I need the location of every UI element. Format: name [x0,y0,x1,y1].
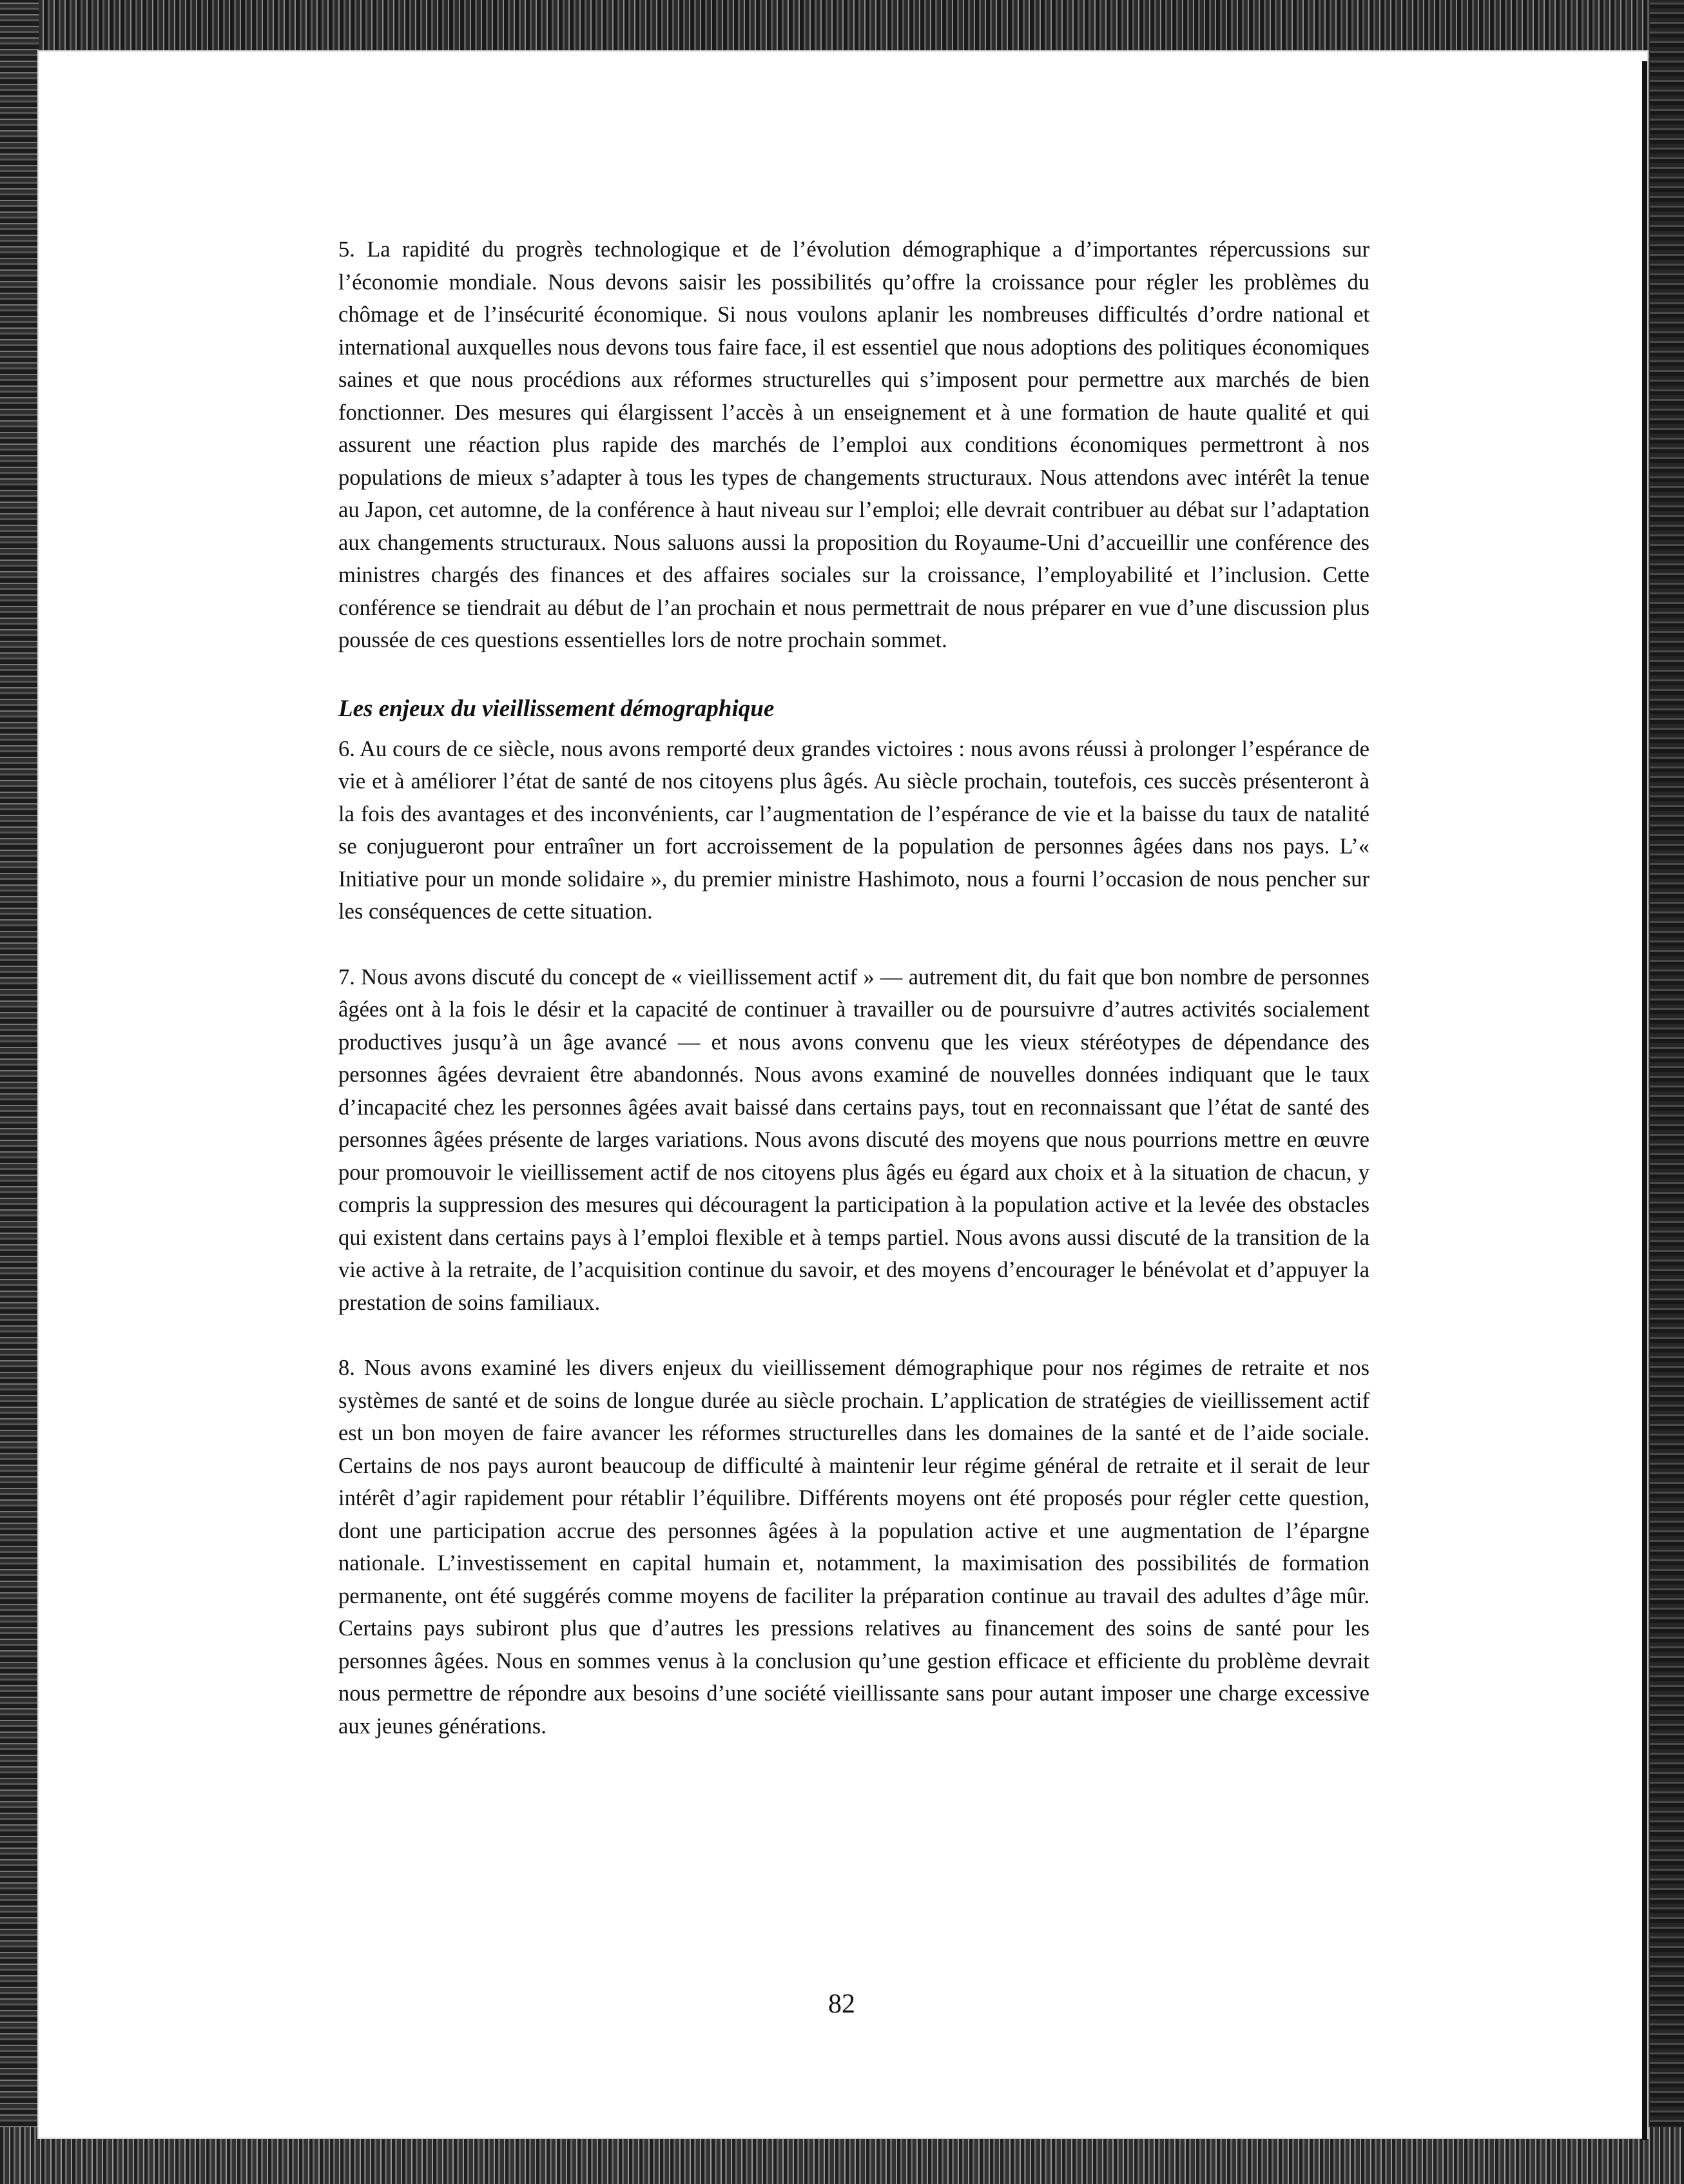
paragraph-5: 5. La rapidité du progrès technologique et de l’évolution démographique a d’importantes répercussions sur l’économie mondiale. Nous devons saisir les possibilités qu’offre la croissance pour régler les problèmes du chômage et de l’insécurité économique. Si nous voulons aplanir les nombreuses difficultés d’ordre national et international auxquelles nous devons tous faire face, il est essentiel que nous adoptions des politiques économiques saines et que nous procédions aux réformes structurelles qui s’imposent pour permettre aux marchés de bien fonctionner. Des mesures qui élargissent l’accès à un enseignement et à une formation de haute qualité et qui assurent une réaction plus rapide des marchés de l’emploi aux conditions économiques permettront à nos populations de mieux s’adapter à tous les types de changements structuraux. Nous attendons avec intérêt la tenue au Japon, cet automne, de la conférence à haut niveau sur l’emploi; elle devrait contribuer au débat sur l’adaptation aux changements structuraux. Nous saluons aussi la proposition du Royaume-Uni d’accueillir une conférence des ministres chargés des finances et des affaires sociales sur la croissance, l’employabilité et l’inclusion. Cette conférence se tiendrait au début de l’an prochain et nous permettrait de nous préparer en vue d’une discussion plus poussée de ces questions essentielles lors de notre prochain sommet. [338,237,1369,652]
section-heading: Les enjeux du vieillissement démographique [338,695,775,722]
page-number: 82 [828,1989,855,2019]
spacer [338,1319,1369,1352]
scan-border-right [1650,0,1684,2184]
spacer [338,928,1369,961]
spacer [338,657,1369,693]
paragraph-6: 6. Au cours de ce siècle, nous avons remporté deux grandes victoires : nous avons réussi à prolonger l’espérance de vie et à améliorer l’état de santé de nos citoyens plus âgés. Au siècle prochain, toutefois, ces succès présenteront à la fois des avantages et des inconvénients, car l’augmentation de l’espérance de vie et la baisse du taux de natalité se conjugueront pour entraîner un fort accroissement de la population de personnes âgées dans nos pays. L’« Initiative pour un monde solidaire », du premier ministre Hashimoto, nous a fourni l’occasion de nous pencher sur les conséquences de cette situation. [338,736,1369,924]
page-edge-shadow [1642,61,1647,2140]
paragraph-7: 7. Nous avons discuté du concept de « vieillissement actif » — autrement dit, du fait que bon nombre de personnes âgées ont à la fois le désir et la capacité de continuer à travailler ou de poursuivre d’autres activités socialement productives jusqu’à un âge avancé — et nous avons convenu que les vieux stéréotypes de dépendance des personnes âgées devraient être abandonnés. Nous avons examiné de nouvelles données indiquant que le taux d’incapacité chez les personnes âgées avait baissé dans certains pays, tout en reconnaissant que l’état de santé des personnes âgées présente de larges variations. Nous avons discuté des moyens que nous pourrions mettre en œuvre pour promouvoir le vieillissement actif de nos citoyens plus âgés eu égard aux choix et à la situation de chacun, y compris la suppression des mesures qui découragent la participation à la population active et la levée des obstacles qui existent dans certains pays à l’emploi flexible et à temps partiel. Nous avons aussi discuté de la transition de la vie active à la retraite, de l’acquisition continue du savoir, et des moyens d’encourager le bénévolat et d’appuyer la prestation de soins familiaux. [338,964,1369,1315]
scan-border-left [0,0,39,2184]
paragraph-8: 8. Nous avons examiné les divers enjeux du vieillissement démographique pour nos régimes de retraite et nos systèmes de santé et de soins de longue durée au siècle prochain. L’application de stratégies de vieillissement actif est un bon moyen de faire avancer les réformes structurelles dans les domaines de la santé et de l’aide sociale. Certains de nos pays auront beaucoup de difficulté à maintenir leur régime général de retraite et il serait de leur intérêt d’agir rapidement pour rétablir l’équilibre. Différents moyens ont été proposés pour régler cette question, dont une participation accrue des personnes âgées à la population active et une augmentation de l’épargne nationale. L’investissement en capital humain et, notamment, la maximisation des possibilités de formation permanente, ont été suggérés comme moyens de faciliter la préparation continue au travail des adultes d’âge mûr. Certains pays subiront plus que d’autres les pressions relatives au financement des soins de santé pour les personnes âgées. Nous en sommes venus à la conclusion qu’une gestion efficace et efficiente du problème devrait nous permettre de répondre aux besoins d’une société vieillissante sans pour autant imposer une charge excessive aux jeunes générations. [338,1356,1369,1739]
page-body [338,233,1369,1742]
spacer [338,725,1369,733]
scan-border-top [0,0,1684,58]
